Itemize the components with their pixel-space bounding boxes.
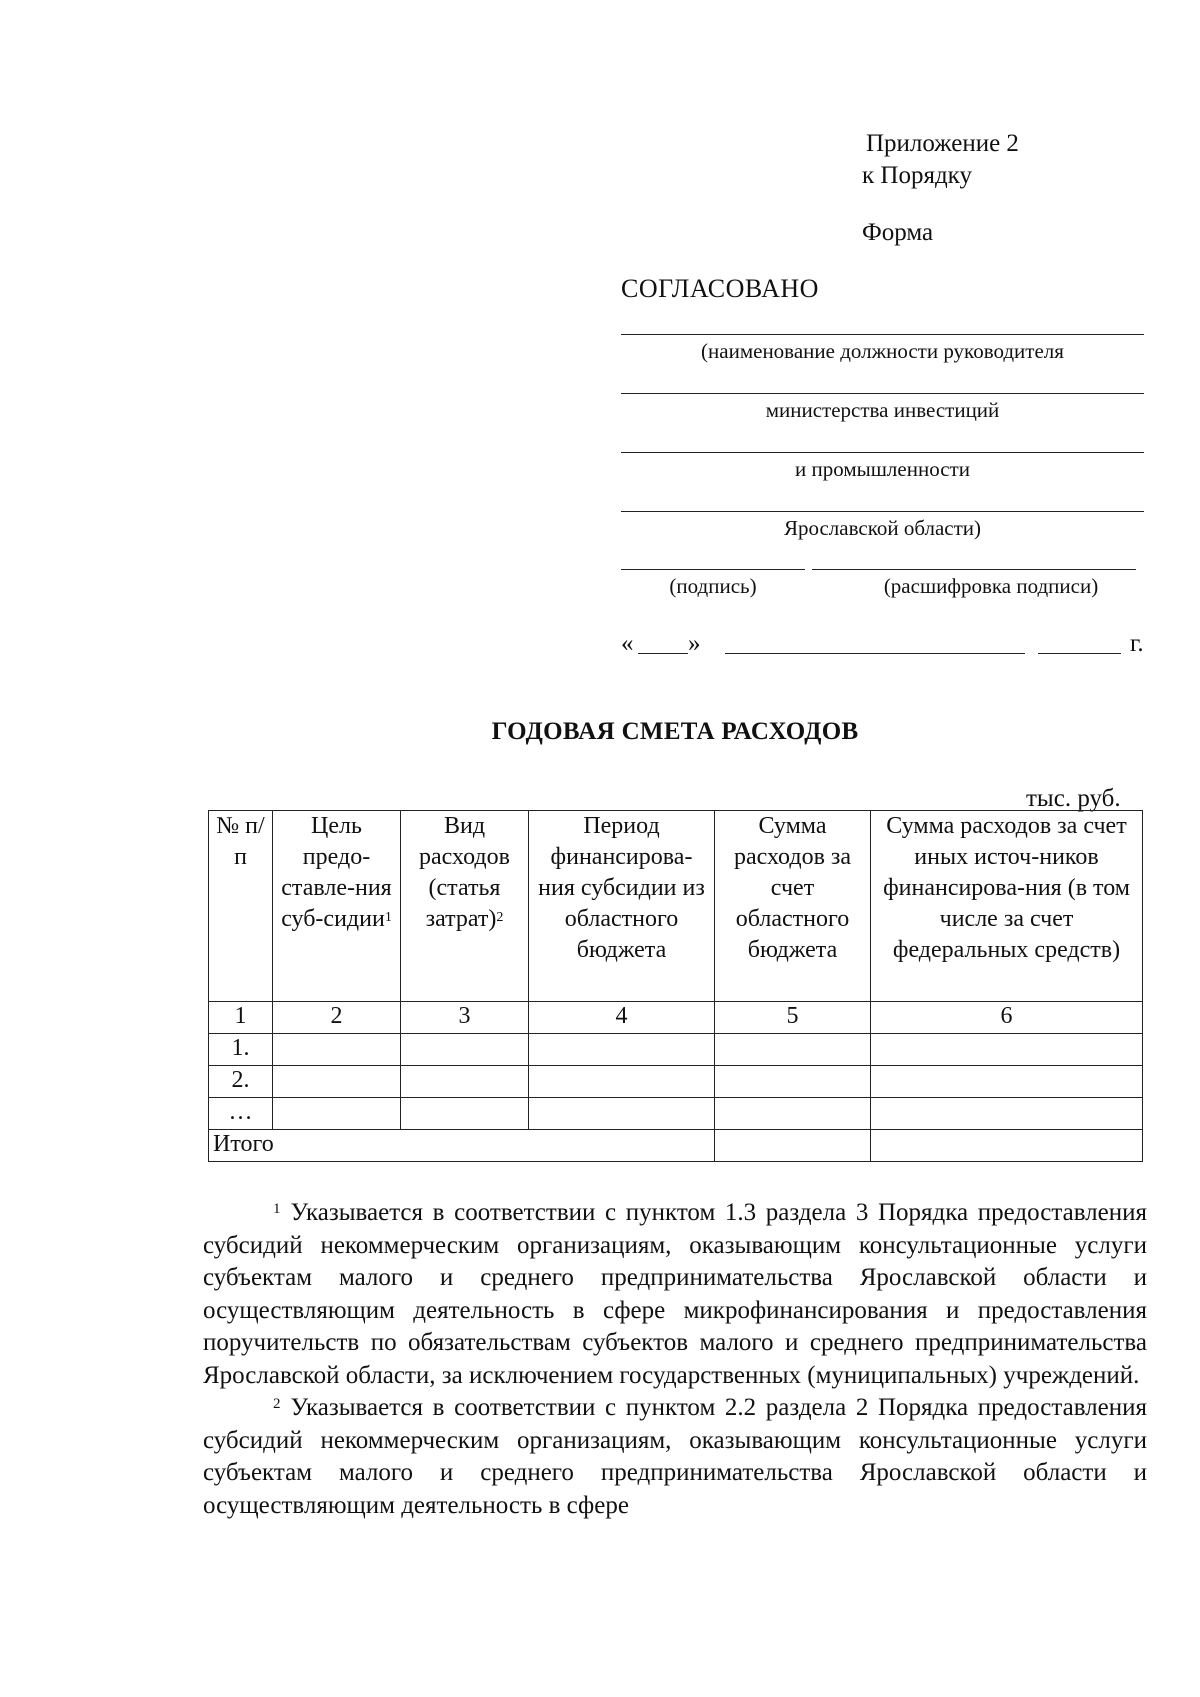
estimate-table <box>208 810 1143 1162</box>
footnote-text: Указывается в соответствии с пунктом 1.3 раздела 3 Порядка предоставления субсидий некоммерческим организациям, оказывающим консультационные услуги субъектам малого и среднего предпринимательства Ярославской области и осуществляющим деятельность в сфере микрофинансирования и предоставления поручительств по обязательствам субъектов малого и среднего предпринимательства Ярославской области, за исключением государственных (муниципальных) учреждений. <box>203 1199 1147 1389</box>
column-header-number: № п/п <box>209 811 273 1002</box>
footnote-text: Указывается в соответствии с пунктом 2.2 раздела 2 Порядка предоставления субсидий некоммерческим организациям, оказывающим консультационные услуги субъектам малого и среднего предпринимательства Ярославской области и осуществляющим деятельность в сфере <box>203 1394 1147 1519</box>
form-label: Форма <box>862 219 934 246</box>
total-regional-cell[interactable] <box>715 1130 871 1162</box>
table-cell[interactable] <box>401 1034 529 1066</box>
row-number: … <box>209 1098 273 1130</box>
approval-industry-line: и промышленности <box>795 457 970 481</box>
table-cell[interactable] <box>529 1034 715 1066</box>
column-header-regional-sum: Сумма расходов за счет областного бюджета <box>715 811 871 1002</box>
date-day-rule <box>638 653 688 654</box>
table-cell[interactable] <box>715 1098 871 1130</box>
approval-rule-1 <box>621 334 1144 335</box>
date-open-quote: « <box>621 630 634 657</box>
approval-rule-4 <box>621 511 1144 512</box>
table-cell[interactable] <box>529 1098 715 1130</box>
column-header-expense-type: Вид расходов (статья затрат)$^2$ <box>401 811 529 1002</box>
document-title: ГОДОВАЯ СМЕТА РАСХОДОВ <box>491 718 859 745</box>
year-suffix: г. <box>1130 630 1144 657</box>
column-number: 3 <box>401 1002 529 1034</box>
table-row <box>209 1034 1143 1066</box>
approval-ministry-line: министерства инвестиций <box>765 398 1000 422</box>
row-number: 1. <box>209 1034 273 1066</box>
approval-position-line: (наименование должности руководителя <box>701 339 1064 363</box>
column-number: 6 <box>871 1002 1143 1034</box>
column-number-row <box>209 1002 1143 1034</box>
table-cell[interactable] <box>871 1066 1143 1098</box>
table-cell[interactable] <box>401 1098 529 1130</box>
table-cell[interactable] <box>871 1098 1143 1130</box>
table-cell[interactable] <box>273 1066 401 1098</box>
footnote-2 <box>203 1392 1147 1522</box>
table-cell[interactable] <box>273 1034 401 1066</box>
total-label: Итого <box>209 1130 715 1162</box>
column-number: 2 <box>273 1002 401 1034</box>
table-header-row <box>209 811 1143 1002</box>
approval-rule-3 <box>621 452 1144 453</box>
table-row <box>209 1066 1143 1098</box>
order-reference: к Порядку <box>862 162 972 189</box>
table-cell[interactable] <box>273 1098 401 1130</box>
table-row <box>209 1098 1143 1130</box>
total-row <box>209 1130 1143 1162</box>
column-number: 1 <box>209 1002 273 1034</box>
appendix-label: Приложение 2 <box>866 130 1019 157</box>
units-label: тыс. руб. <box>1026 785 1121 812</box>
signature-decoding-rule <box>812 569 1136 570</box>
date-close-quote: » <box>688 630 701 657</box>
column-header-purpose: Цель предо-ставле-ния суб-сидии$^1$ <box>273 811 401 1002</box>
footnote-mark: 2 <box>273 1396 281 1412</box>
total-other-sources-cell[interactable] <box>871 1130 1143 1162</box>
table-cell[interactable] <box>529 1066 715 1098</box>
column-header-other-sources-sum: Сумма расходов за счет иных источ-ников финансирова-ния (в том числе за счет федеральных средств) <box>871 811 1143 1002</box>
column-header-period: Период финансирова-ния субсидии из областного бюджета <box>529 811 715 1002</box>
signature-label: (подпись) <box>669 574 757 598</box>
footnote-1 <box>203 1197 1147 1392</box>
approval-region-line: Ярославской области) <box>783 516 982 540</box>
footnotes <box>203 1197 1147 1522</box>
table-cell[interactable] <box>871 1034 1143 1066</box>
table-cell[interactable] <box>715 1034 871 1066</box>
date-month-rule <box>725 653 1025 654</box>
table-cell[interactable] <box>715 1066 871 1098</box>
approval-title: СОГЛАСОВАНО <box>621 274 819 303</box>
row-number: 2. <box>209 1066 273 1098</box>
signature-decoding-label: (расшифровка подписи) <box>883 574 1099 598</box>
column-number: 4 <box>529 1002 715 1034</box>
date-year-rule <box>1038 653 1121 654</box>
table-cell[interactable] <box>401 1066 529 1098</box>
approval-rule-2 <box>621 393 1144 394</box>
column-number: 5 <box>715 1002 871 1034</box>
signature-rule <box>621 569 805 570</box>
footnote-mark: 1 <box>273 1201 281 1217</box>
